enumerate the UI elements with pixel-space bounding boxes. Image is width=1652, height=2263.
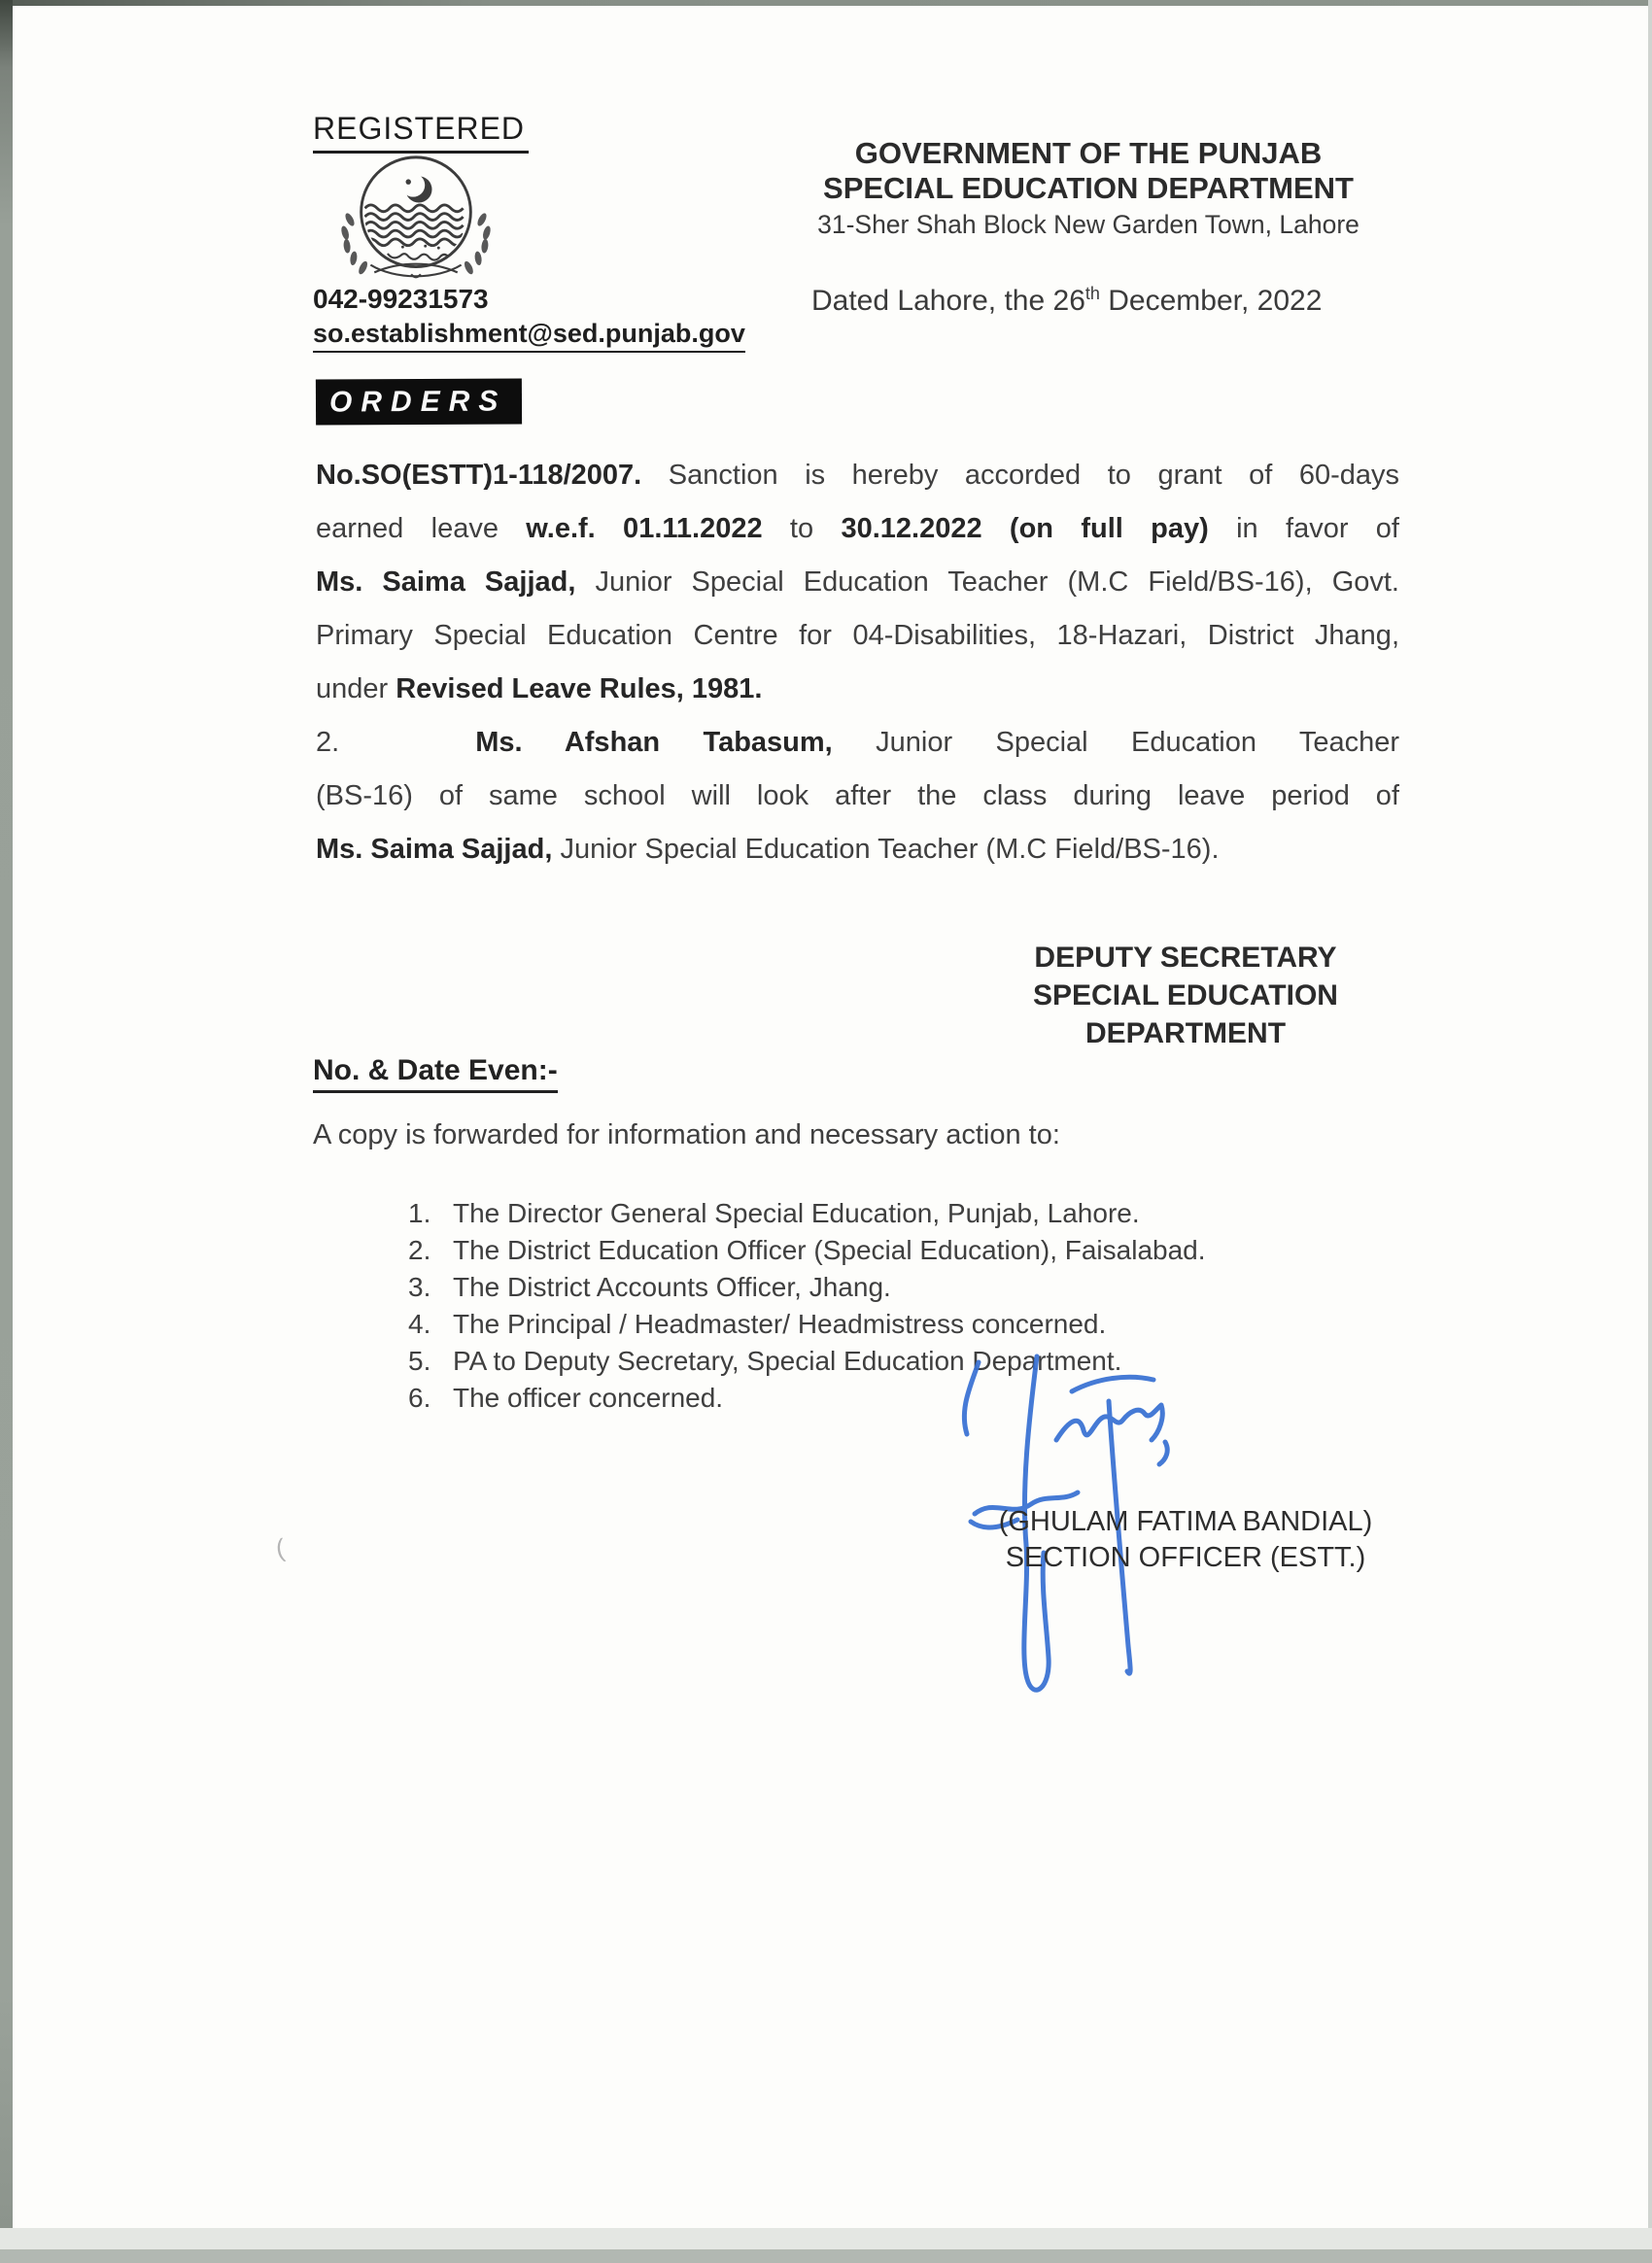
forwarding-line: A copy is forwarded for information and necessary action to: — [313, 1119, 1060, 1150]
order-paragraph-2 — [316, 716, 1399, 876]
list-item — [408, 1273, 1380, 1301]
signatory-designation-block — [981, 939, 1390, 1052]
text-segment: Junior Special Education Teacher — [832, 727, 1399, 758]
reference-heading: No. & Date Even:- — [313, 1054, 558, 1093]
text-segment: Sanction is hereby accorded to grant of 60-days — [641, 460, 1399, 491]
date-suffix: December, 2022 — [1099, 285, 1323, 317]
scan-edge-bottom-band — [0, 2228, 1652, 2249]
text-segment: (BS-16) of same school will look after the class during leave period of — [316, 780, 1399, 811]
signer-name: (GHULAM FATIMA BANDIAL) — [998, 1506, 1373, 1537]
list-item-number: 3. — [408, 1272, 431, 1302]
text-segment: to — [762, 513, 842, 544]
text-segment: w.e.f. 01.11.2022 — [526, 513, 763, 544]
text-segment: in favor of — [1208, 513, 1399, 544]
list-item-number: 5. — [408, 1346, 431, 1376]
letterhead — [777, 136, 1399, 240]
signer-title: SECTION OFFICER (ESTT.) — [1005, 1542, 1366, 1573]
text-segment: Junior Special Education Teacher (M.C Field/BS-16), Govt. — [575, 566, 1399, 598]
text-segment: 2. — [316, 727, 340, 758]
distribution-list — [408, 1199, 1380, 1421]
email-address: so.establishment@sed.punjab.gov — [313, 319, 745, 353]
signatory-line2: SPECIAL EDUCATION — [1033, 979, 1338, 1011]
scan-edge-top — [0, 0, 1652, 6]
scan-artifact-mark: ( — [273, 1532, 287, 1563]
list-item-text: The officer concerned. — [453, 1383, 724, 1413]
text-line — [316, 770, 1399, 823]
list-item-number: 4. — [408, 1309, 431, 1339]
org-name-line2: SPECIAL EDUCATION DEPARTMENT — [823, 171, 1354, 205]
text-line — [316, 716, 1399, 770]
text-segment: under — [316, 673, 396, 704]
list-item-number: 6. — [408, 1383, 431, 1413]
orders-heading — [316, 378, 523, 425]
list-item — [408, 1236, 1380, 1264]
signatory-line1: DEPUTY SECRETARY — [1034, 942, 1337, 974]
list-item-text: PA to Deputy Secretary, Special Education Department. — [453, 1346, 1122, 1376]
list-item — [408, 1310, 1380, 1338]
text-segment: Junior Special Education Teacher (M.C Field/BS-16). — [552, 834, 1220, 865]
text-segment: Revised Leave Rules, 1981. — [396, 673, 763, 704]
signer-identity-block — [957, 1504, 1414, 1576]
signatory-line3: DEPARTMENT — [1084, 1017, 1287, 1049]
text-segment: Ms. Saima Sajjad, — [316, 566, 576, 598]
list-item-text: The District Accounts Officer, Jhang. — [453, 1272, 891, 1302]
scan-edge-bottom — [0, 2249, 1652, 2263]
list-item-number: 2. — [408, 1235, 431, 1265]
list-item-number: 1. — [408, 1198, 431, 1228]
text-segment: Primary Special Education Centre for 04-Disabilities, 18-Hazari, District Jhang, — [316, 620, 1399, 651]
phone-number: 042-99231573 — [313, 284, 489, 314]
date-ordinal: th — [1084, 284, 1100, 303]
text-line — [316, 609, 1399, 663]
punjab-government-emblem-icon — [321, 154, 511, 286]
order-paragraph-1 — [316, 449, 1399, 716]
list-item — [408, 1199, 1380, 1227]
list-item-text: The Principal / Headmaster/ Headmistress concerned. — [453, 1309, 1107, 1339]
text-line — [316, 663, 1399, 716]
scan-edge-left — [0, 0, 13, 2263]
text-segment: 30.12.2022 (on full pay) — [841, 513, 1209, 544]
list-item — [408, 1347, 1380, 1375]
orders-label: ORDERS — [328, 385, 507, 419]
registered-label: REGISTERED — [313, 111, 529, 154]
text-segment: Ms. Afshan Tabasum, — [475, 727, 833, 758]
text-segment: No.SO(ESTT)1-118/2007. — [316, 460, 642, 491]
list-item-text: The District Education Officer (Special Education), Faisalabad. — [453, 1235, 1206, 1265]
list-item-text: The Director General Special Education, Punjab, Lahore. — [453, 1198, 1140, 1228]
text-line — [316, 502, 1399, 556]
date-prefix: Dated Lahore, the 26 — [811, 285, 1085, 317]
text-segment: earned leave — [316, 513, 527, 544]
org-address: 31-Sher Shah Block New Garden Town, Lahore — [817, 210, 1359, 239]
text-segment: Ms. Saima Sajjad, — [316, 834, 553, 865]
text-line — [316, 823, 1399, 876]
date-line — [811, 284, 1322, 318]
list-item — [408, 1384, 1380, 1412]
org-name-line1: GOVERNMENT OF THE PUNJAB — [854, 136, 1323, 170]
text-line — [316, 556, 1399, 609]
scan-edge-right — [1648, 0, 1652, 2263]
text-line — [316, 449, 1399, 502]
